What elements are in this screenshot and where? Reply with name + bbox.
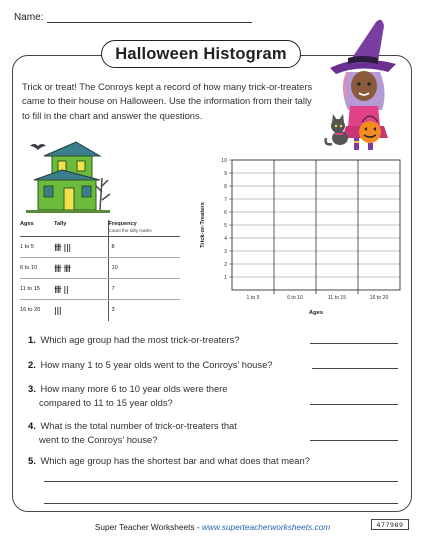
name-label: Name: <box>14 12 44 23</box>
question-5: 5. Which age group has the shortest bar and what does that mean? <box>28 455 310 466</box>
x-tick-label-4: 16 to 20 <box>369 295 389 301</box>
row-frequency: 8 <box>108 237 180 258</box>
name-field-row <box>14 12 252 23</box>
answer-line-5a[interactable] <box>44 481 398 482</box>
row-frequency: 10 <box>108 258 180 279</box>
question-2: 2. How many 1 to 5 year olds went to the Conroys’ house? <box>28 359 273 370</box>
answer-line-4[interactable] <box>310 440 398 441</box>
answer-line-1[interactable] <box>310 343 398 344</box>
intro-paragraph: Trick or treat! The Conroys kept a record of how many trick-or-treaters came to their house on Halloween. Use the information from their tally to fill in the chart and answer the questions. <box>22 81 313 121</box>
footer-brand: Super Teacher Worksheets <box>94 522 195 532</box>
name-blank[interactable] <box>47 13 252 23</box>
row-frequency: 7 <box>108 279 180 300</box>
worksheet-code: 477989 <box>371 519 409 530</box>
footer-url[interactable]: www.superteacherworksheets.com <box>201 522 331 532</box>
y-tick-label-3: 3 <box>224 248 227 255</box>
row-tally: 卌 ||| <box>54 237 108 258</box>
table-row <box>20 279 180 300</box>
row-tally: 卌 || <box>54 279 108 300</box>
question-4: 4. What is the total number of trick-or-treaters that went to the Conroys’ house? <box>28 420 237 445</box>
table-row <box>20 300 180 321</box>
footer: Super Teacher Worksheets - www.superteacherworksheets.com <box>94 522 331 532</box>
row-ages: 1 to 5 <box>20 237 54 258</box>
histogram-chart[interactable] <box>188 150 403 318</box>
table-row <box>20 237 180 258</box>
x-axis-title: Ages <box>308 310 324 316</box>
question-1: 1. Which age group had the most trick-or-treaters? <box>28 334 240 345</box>
column-header-ages: Ages <box>20 220 54 237</box>
y-tick-label-10: 10 <box>221 157 227 164</box>
y-tick-label-9: 9 <box>224 170 227 177</box>
page-title: Halloween Histogram <box>115 44 287 63</box>
row-ages: 16 to 20 <box>20 307 41 314</box>
y-tick-label-6: 6 <box>224 209 227 216</box>
y-tick-label-2: 2 <box>224 261 227 268</box>
x-tick-label-3: 11 to 15 <box>327 295 347 301</box>
y-axis-title: Trick-or-Treaters <box>200 202 206 248</box>
y-tick-label-1: 1 <box>224 274 227 281</box>
answer-line-3[interactable] <box>310 404 398 405</box>
y-tick-label-8: 8 <box>224 183 227 190</box>
row-ages: 6 to 10 <box>20 258 54 279</box>
question-3: 3. How many more 6 to 10 year olds were there compared to 11 to 15 year olds? <box>28 383 228 408</box>
row-tally: 卌 卌 <box>54 258 108 279</box>
y-tick-label-5: 5 <box>224 222 227 229</box>
y-tick-label-7: 7 <box>224 196 227 203</box>
x-tick-label-1: 1 to 5 <box>246 295 260 301</box>
row-tally: ||| <box>54 305 62 315</box>
y-tick-label-4: 4 <box>224 235 227 242</box>
tally-table <box>20 220 180 321</box>
answer-line-5b[interactable] <box>44 503 398 504</box>
table-row <box>20 258 180 279</box>
title-banner <box>101 40 301 68</box>
x-tick-label-2: 6 to 10 <box>287 295 303 301</box>
answer-line-2[interactable] <box>312 368 398 369</box>
haunted-house-icon <box>22 140 112 216</box>
row-ages: 11 to 15 <box>20 279 54 300</box>
witch-illustration-icon <box>318 14 416 154</box>
row-frequency: 3 <box>108 300 180 321</box>
frequency-subheader: Count the tally marks <box>108 228 152 233</box>
column-header-tally: Tally <box>54 220 108 237</box>
column-header-frequency: Frequency Count the tally marks <box>108 220 180 237</box>
